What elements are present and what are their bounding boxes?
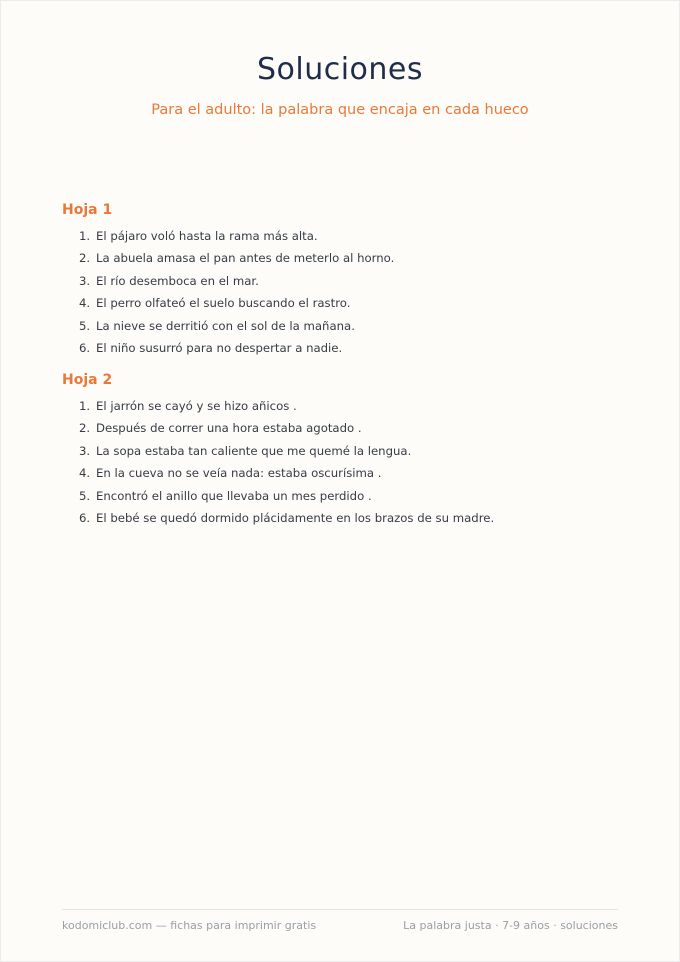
answer-number: 5. <box>79 488 91 503</box>
answer-text: En la cueva no se veía nada: estaba oscurísima . <box>96 466 382 481</box>
answer-item <box>79 225 640 247</box>
answer-number: 1. <box>79 229 91 243</box>
answer-text: El bebé se quedó dormido plácidamente en los brazos de su madre. <box>96 511 495 526</box>
answer-number: 4. <box>79 466 91 481</box>
answer-text: La sopa estaba tan caliente que me quemé la lengua. <box>96 443 412 458</box>
answer-item <box>79 507 640 529</box>
section-heading: Hoja 1 <box>62 202 113 218</box>
section-hoja-2 <box>62 370 640 529</box>
answer-number: 5. <box>79 318 91 333</box>
answer-text: La nieve se derritió con el sol de la mañana. <box>96 318 355 333</box>
answer-item <box>79 440 640 462</box>
answer-item <box>79 395 640 417</box>
answer-number: 6. <box>79 341 91 356</box>
answer-item <box>79 337 640 359</box>
answer-number: 2. <box>79 421 91 436</box>
answer-text: El pájaro voló hasta la rama más alta. <box>96 229 318 243</box>
answer-item <box>79 462 640 484</box>
footer-divider <box>62 909 618 910</box>
answer-text: El río desemboca en el mar. <box>96 273 259 288</box>
answer-number: 4. <box>79 296 91 311</box>
answer-item <box>79 247 640 269</box>
section-heading: Hoja 2 <box>62 372 113 388</box>
answer-list <box>62 225 640 359</box>
answer-number: 1. <box>79 399 91 413</box>
answer-number: 3. <box>79 273 91 288</box>
answer-item <box>79 485 640 507</box>
answer-number: 2. <box>79 251 91 266</box>
answer-text: Encontró el anillo que llevaba un mes perdido . <box>96 488 372 503</box>
answer-text: El niño susurró para no despertar a nadie. <box>96 341 343 356</box>
answer-item <box>79 270 640 292</box>
answer-text: El jarrón se cayó y se hizo añicos . <box>96 399 297 413</box>
answer-text: Después de correr una hora estaba agotado . <box>96 421 362 436</box>
page-title: Soluciones <box>256 52 424 87</box>
answer-item <box>79 417 640 439</box>
answer-text: La abuela amasa el pan antes de meterlo al horno. <box>96 251 395 266</box>
answer-list <box>62 395 640 529</box>
footer-worksheet-info: La palabra justa · 7-9 años · soluciones <box>403 919 618 932</box>
answer-number: 3. <box>79 443 91 458</box>
answer-item <box>79 315 640 337</box>
footer-site-text: kodomiclub.com — fichas para imprimir gratis <box>62 919 317 932</box>
answer-item <box>79 292 640 314</box>
page-subtitle: Para el adulto: la palabra que encaja en cada hueco <box>151 102 529 118</box>
answer-number: 6. <box>79 511 91 526</box>
section-hoja-1 <box>62 200 640 359</box>
answer-text: El perro olfateó el suelo buscando el rastro. <box>96 296 351 311</box>
